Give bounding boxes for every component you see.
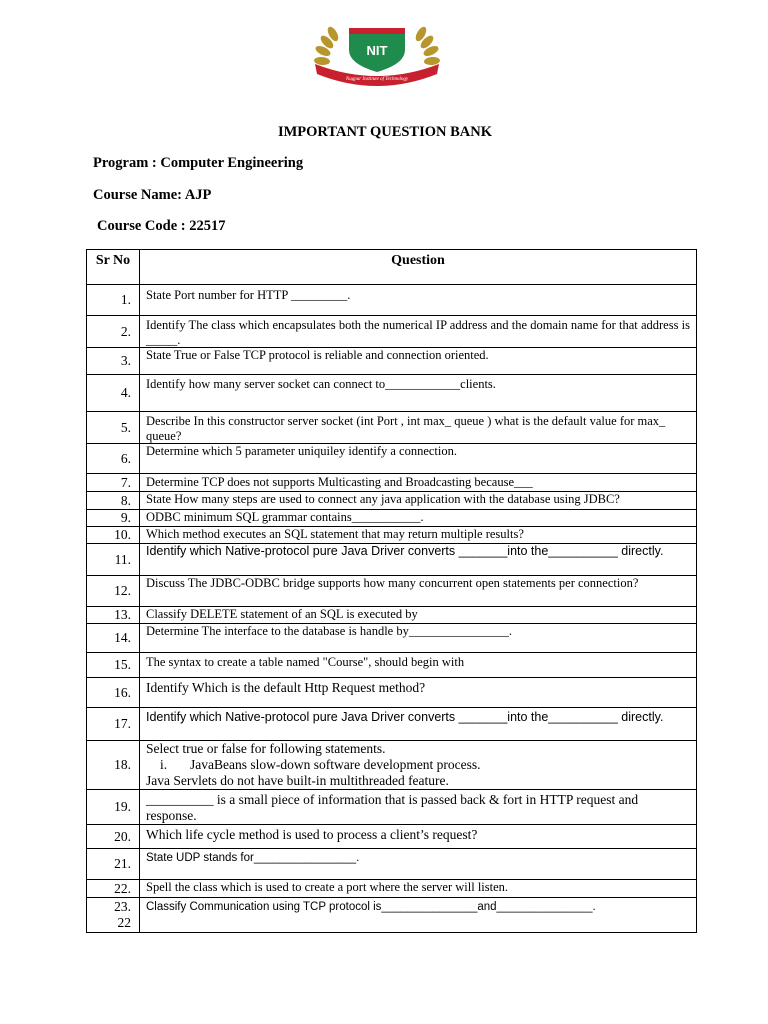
sr-no: 8. xyxy=(87,492,140,510)
table-row xyxy=(87,825,697,849)
question-text: Identify which Native-protocol pure Java Driver converts _______into the__________ directly. xyxy=(140,544,697,576)
table-row xyxy=(87,880,697,898)
question-text: Determine The interface to the database is handle by________________. xyxy=(140,624,697,653)
table-row xyxy=(87,576,697,607)
question-text: Discuss The JDBC-ODBC bridge supports how many concurrent open statements per connection? xyxy=(140,576,697,607)
question-text: Identify how many server socket can connect to____________clients. xyxy=(140,375,697,412)
course-name-line: Course Name: AJP xyxy=(93,187,212,203)
sr-no: 21. xyxy=(87,849,140,880)
question-text xyxy=(140,741,697,790)
sr-no: 7. xyxy=(87,474,140,492)
col-header-sr: Sr No xyxy=(87,250,140,285)
question-text: Spell the class which is used to create a port where the server will listen. xyxy=(140,880,697,898)
table-row xyxy=(87,849,697,880)
question-text: Determine which 5 parameter uniquiley identify a connection. xyxy=(140,444,697,474)
question-text: Describe In this constructor server socket (int Port , int max_ queue ) what is the default value for max_ queue? xyxy=(140,412,697,444)
sr-no: 15. xyxy=(87,653,140,678)
sr-no: 16. xyxy=(87,678,140,708)
statement-intro: Select true or false for following statements. xyxy=(146,741,386,756)
sr-no: 17. xyxy=(87,708,140,741)
page-title: IMPORTANT QUESTION BANK xyxy=(277,124,493,140)
sr-no: 5. xyxy=(87,412,140,444)
table-row xyxy=(87,527,697,544)
table-row xyxy=(87,316,697,348)
table-row xyxy=(87,510,697,527)
table-row xyxy=(87,375,697,412)
question-text: Identify which Native-protocol pure Java Driver converts _______into the__________ directly. xyxy=(140,708,697,741)
col-header-question: Question xyxy=(140,250,697,285)
sr-no: 4. xyxy=(87,375,140,412)
sr-no: 18. xyxy=(87,741,140,790)
table-row xyxy=(87,741,697,790)
laurel-right-icon xyxy=(414,25,441,66)
table-row xyxy=(87,678,697,708)
question-text: ODBC minimum SQL grammar contains___________. xyxy=(140,510,697,527)
sr-no: 13. xyxy=(87,607,140,624)
question-text: State How many steps are used to connect any java application with the database using JDBC? xyxy=(140,492,697,510)
table-row xyxy=(87,348,697,375)
sr-no: 6. xyxy=(87,444,140,474)
sr-no: 9. xyxy=(87,510,140,527)
question-table xyxy=(86,249,697,933)
program-line: Program : Computer Engineering xyxy=(93,155,304,171)
table-row xyxy=(87,624,697,653)
sr-no: 12. xyxy=(87,576,140,607)
table-row xyxy=(87,708,697,741)
table-row xyxy=(87,444,697,474)
question-text: Classify DELETE statement of an SQL is executed by xyxy=(140,607,697,624)
logo-text: NIT xyxy=(366,43,388,58)
sr-no: 14. xyxy=(87,624,140,653)
question-text: Determine TCP does not supports Multicasting and Broadcasting because___ xyxy=(140,474,697,492)
table-row xyxy=(87,544,697,576)
sr-no-primary: 23. xyxy=(114,899,131,914)
laurel-left-icon xyxy=(314,25,341,66)
question-text: State UDP stands for________________. xyxy=(140,849,697,880)
question-text: Identify Which is the default Http Request method? xyxy=(140,678,697,708)
statement-item: i. JavaBeans slow-down software development process. xyxy=(160,757,481,772)
table-row xyxy=(87,790,697,825)
sr-no: 19. xyxy=(87,790,140,825)
question-text: State Port number for HTTP _________. xyxy=(140,285,697,316)
sr-no: 3. xyxy=(87,348,140,375)
logo-ribbon-text: Nagpur Institute of Technology xyxy=(345,77,409,82)
question-text: Classify Communication using TCP protocol is_______________and_______________. xyxy=(140,898,697,933)
sr-no: 10. xyxy=(87,527,140,544)
table-row xyxy=(87,607,697,624)
table-row xyxy=(87,898,697,933)
sr-no: 20. xyxy=(87,825,140,849)
question-text: Which life cycle method is used to process a client’s request? xyxy=(140,825,697,849)
table-row xyxy=(87,285,697,316)
sr-no: 2. xyxy=(87,316,140,348)
sr-no-secondary: 22 xyxy=(117,915,131,930)
table-header-row xyxy=(87,250,697,285)
college-logo xyxy=(309,20,445,90)
table-row xyxy=(87,653,697,678)
question-text: Identify The class which encapsulates both the numerical IP address and the domain name for that address is _____. xyxy=(140,316,697,348)
table-row xyxy=(87,474,697,492)
sr-no: 22. xyxy=(87,880,140,898)
sr-no: 1. xyxy=(87,285,140,316)
table-row xyxy=(87,412,697,444)
question-text: The syntax to create a table named "Course", should begin with xyxy=(140,653,697,678)
question-text: Which method executes an SQL statement that may return multiple results? xyxy=(140,527,697,544)
course-code-line: Course Code : 22517 xyxy=(97,218,226,234)
table-row xyxy=(87,492,697,510)
sr-no xyxy=(87,898,140,933)
sr-no: 11. xyxy=(87,544,140,576)
statement-tail: Java Servlets do not have built-in multithreaded feature. xyxy=(146,773,449,788)
question-text: __________ is a small piece of information that is passed back & fort in HTTP request and response. xyxy=(140,790,697,825)
question-text: State True or False TCP protocol is reliable and connection oriented. xyxy=(140,348,697,375)
